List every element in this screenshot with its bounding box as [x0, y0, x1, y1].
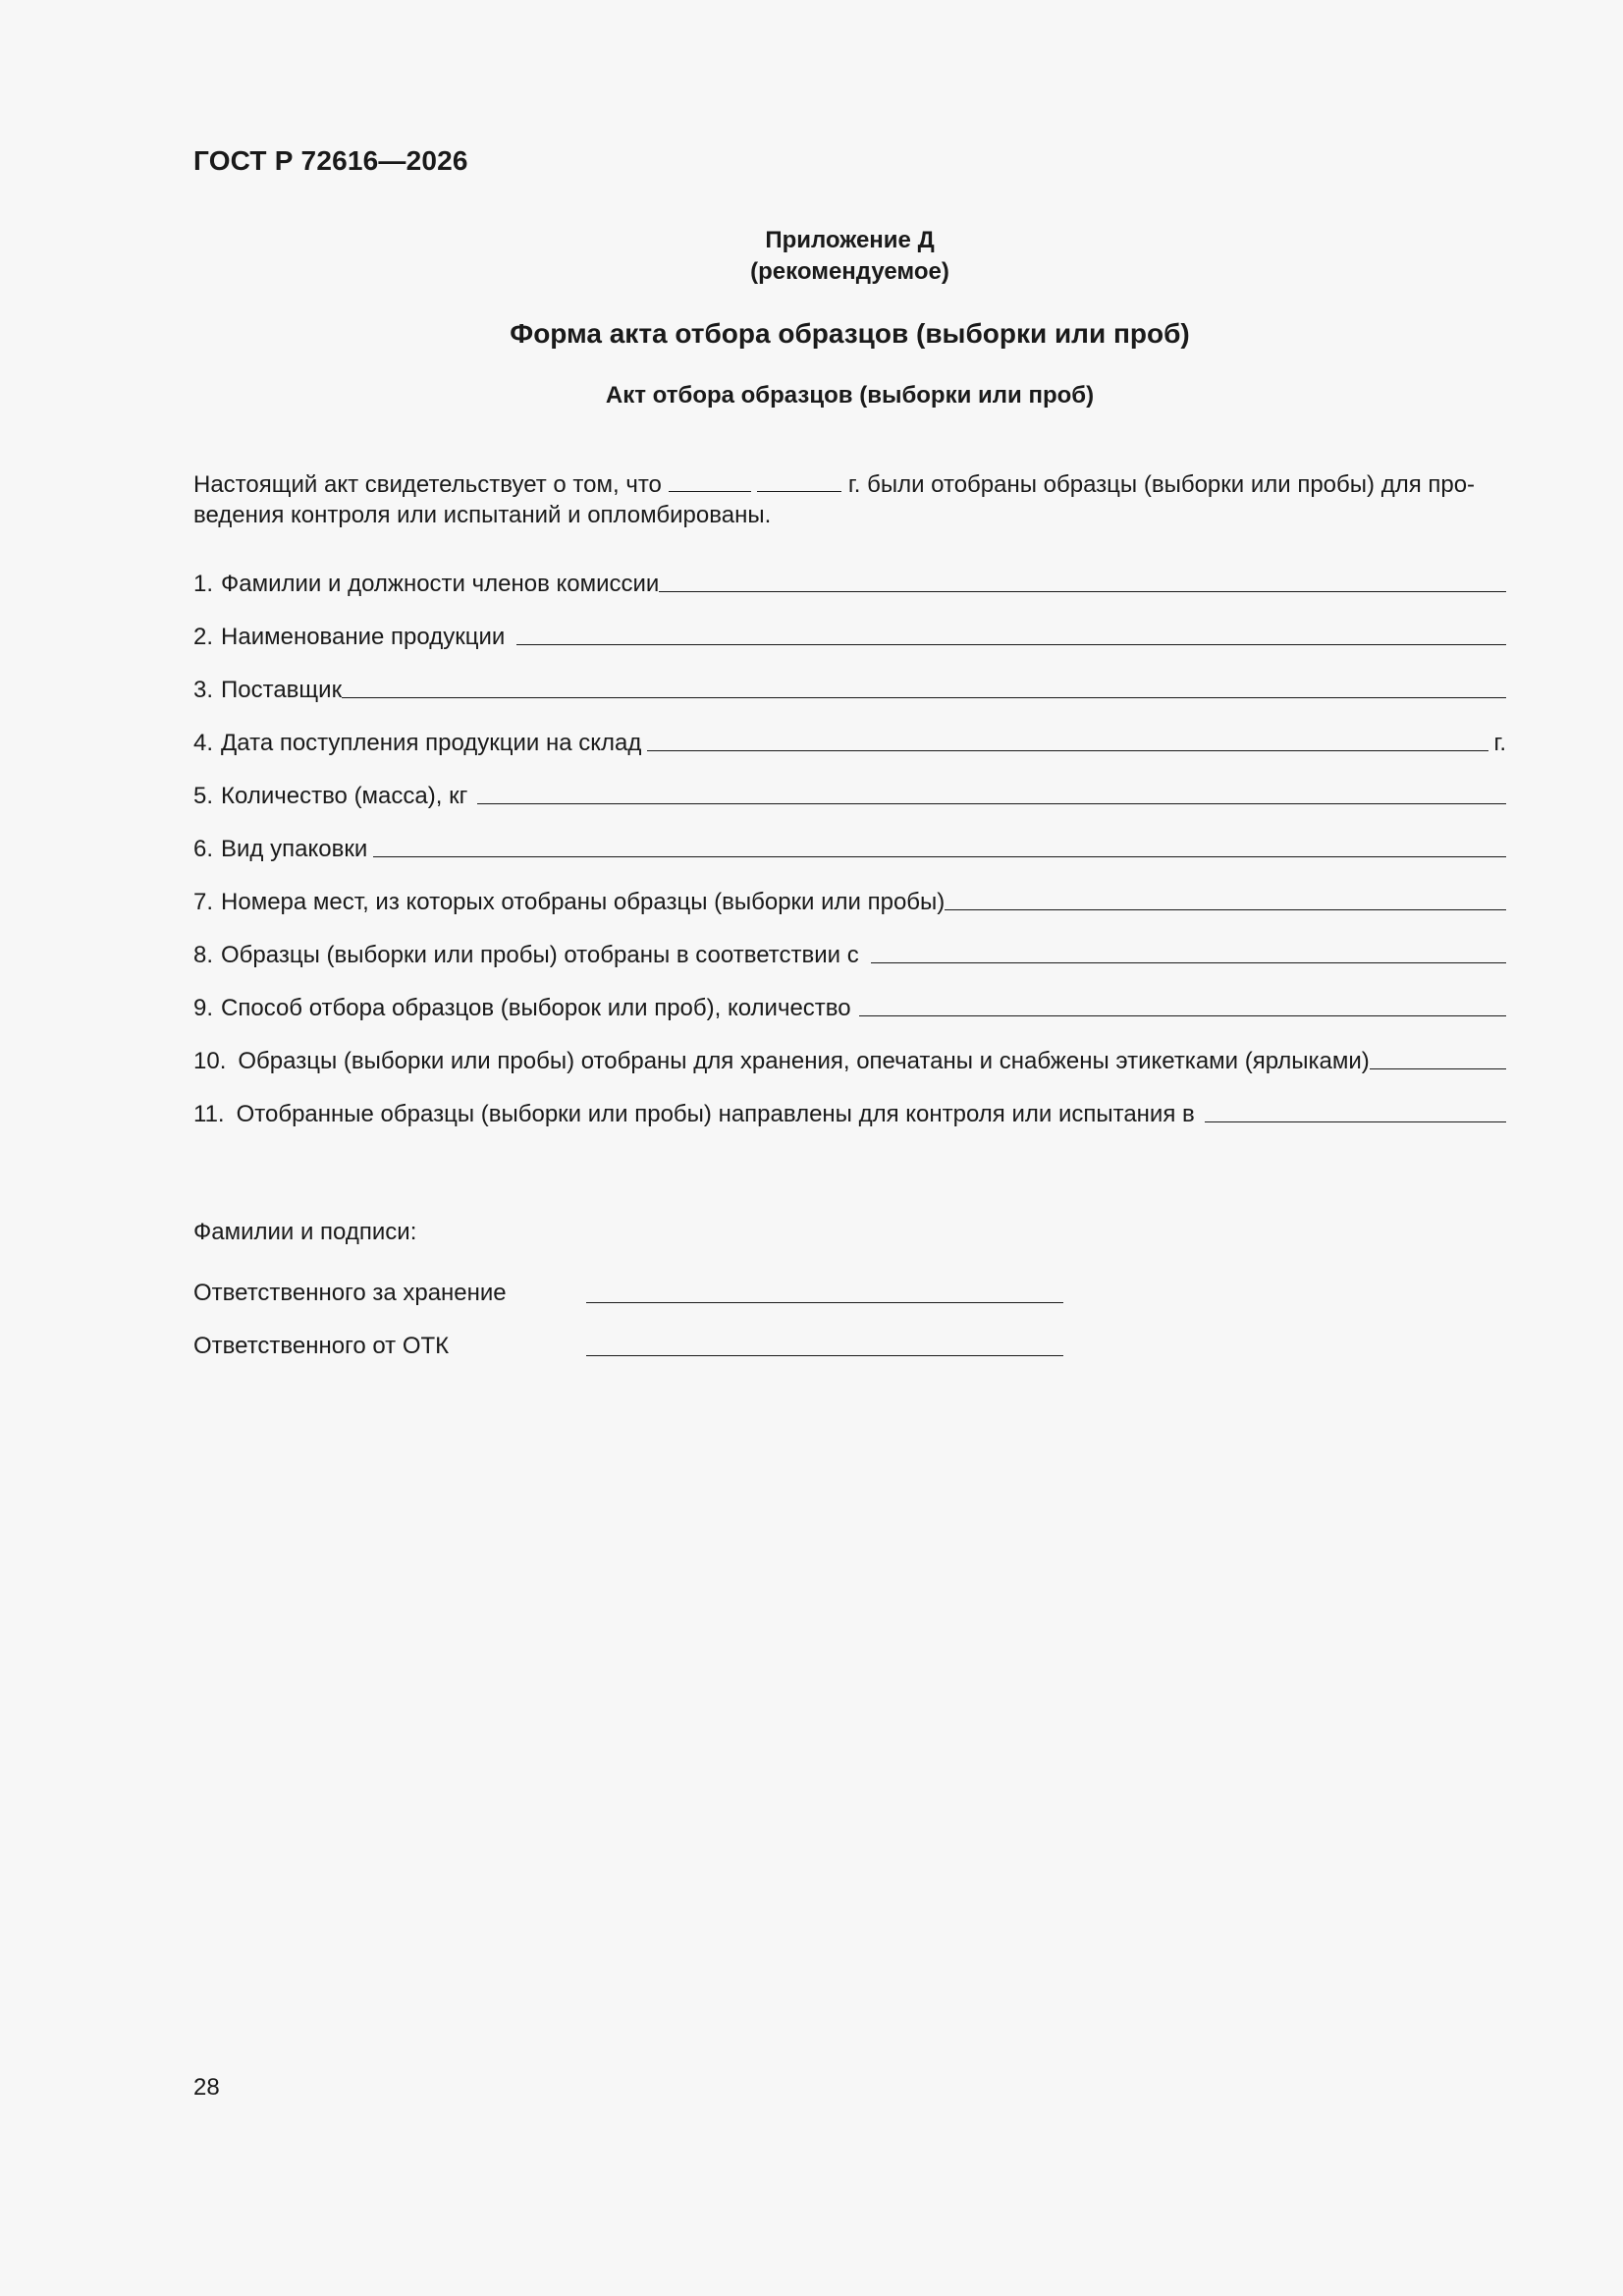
- item-number: 3.: [193, 677, 214, 703]
- fill-in-line[interactable]: [945, 908, 1506, 910]
- item-number: 6.: [193, 836, 214, 862]
- date-day-blank[interactable]: [669, 469, 751, 492]
- date-month-blank[interactable]: [757, 469, 841, 492]
- form-item-10: [193, 1023, 1506, 1076]
- item-number: 9.: [193, 995, 214, 1021]
- fill-in-line[interactable]: [1370, 1067, 1506, 1069]
- item-number: 4.: [193, 730, 214, 756]
- form-item-8: [193, 917, 1506, 970]
- item-label: Вид упаковки: [221, 836, 368, 862]
- item-number: 5.: [193, 783, 214, 809]
- intro-text-middle: г. были отобраны образцы (выборки или пробы) для про-: [847, 471, 1476, 498]
- item-label: Образцы (выборки или пробы) отобраны для хранения, опечатаны и снабжены этикетками (ярлыками): [238, 1048, 1370, 1074]
- item-label: Образцы (выборки или пробы) отобраны в соответствии с: [221, 942, 859, 968]
- fill-in-line[interactable]: [1205, 1121, 1506, 1122]
- fill-in-line[interactable]: [477, 802, 1506, 804]
- signature-row-otk: [193, 1308, 1175, 1361]
- item-label: Фамилии и должности членов комиссии: [221, 571, 660, 597]
- form-item-5: [193, 758, 1506, 811]
- item-label: Номера мест, из которых отобраны образцы (выборки или пробы): [221, 889, 946, 915]
- item-label: Отобранные образцы (выборки или пробы) направлены для контроля или испытания в: [236, 1101, 1195, 1127]
- fill-in-line[interactable]: [516, 643, 1506, 645]
- form-item-7: [193, 864, 1506, 917]
- fill-in-line[interactable]: [342, 696, 1506, 698]
- signature-label: Ответственного от ОТК: [193, 1333, 450, 1359]
- form-title: Форма акта отбора образцов (выборки или проб): [510, 318, 1190, 349]
- form-item-3: [193, 652, 1506, 705]
- intro-text-start: Настоящий акт свидетельствует о том, что: [193, 471, 662, 498]
- form-item-9: [193, 970, 1506, 1023]
- fill-in-line[interactable]: [859, 1014, 1506, 1016]
- form-item-6: [193, 811, 1506, 864]
- fill-in-line[interactable]: [659, 590, 1506, 592]
- signature-line[interactable]: [586, 1301, 1063, 1303]
- item-number: 11.: [193, 1101, 225, 1127]
- form-item-2: [193, 599, 1506, 652]
- item-label: Дата поступления продукции на склад: [221, 730, 642, 756]
- item-label: Поставщик: [221, 677, 343, 703]
- appendix-status: (рекомендуемое): [750, 258, 949, 285]
- signature-label: Ответственного за хранение: [193, 1280, 507, 1306]
- act-title: Акт отбора образцов (выборки или проб): [605, 382, 1095, 409]
- item-label: Количество (масса), кг: [221, 783, 468, 809]
- intro-paragraph: [193, 469, 1506, 530]
- item-label: Наименование продукции: [221, 624, 506, 650]
- signatures-section: [193, 1218, 1175, 1361]
- item-number: 10.: [193, 1048, 227, 1074]
- signatures-heading: Фамилии и подписи:: [193, 1219, 417, 1245]
- form-item-1: [193, 546, 1506, 599]
- appendix-title: Приложение Д: [765, 227, 935, 253]
- form-item-11: [193, 1076, 1506, 1129]
- signature-line[interactable]: [586, 1354, 1063, 1356]
- item-number: 8.: [193, 942, 214, 968]
- signature-row-storage: [193, 1255, 1175, 1308]
- intro-text-end: ведения контроля или испытаний и опломбированы.: [193, 502, 772, 528]
- item-number: 7.: [193, 889, 214, 915]
- fill-in-line[interactable]: [373, 855, 1506, 857]
- fill-in-line[interactable]: [871, 961, 1506, 963]
- item-number: 2.: [193, 624, 214, 650]
- form-items-list: [193, 546, 1506, 1129]
- document-code: ГОСТ Р 72616—2026: [193, 145, 468, 176]
- form-item-4: [193, 705, 1506, 758]
- item-label: Способ отбора образцов (выборок или проб), количество: [221, 995, 851, 1021]
- item-number: 1.: [193, 571, 214, 597]
- item-suffix: г.: [1493, 730, 1506, 756]
- fill-in-line[interactable]: [647, 749, 1488, 751]
- page-number: 28: [193, 2074, 220, 2101]
